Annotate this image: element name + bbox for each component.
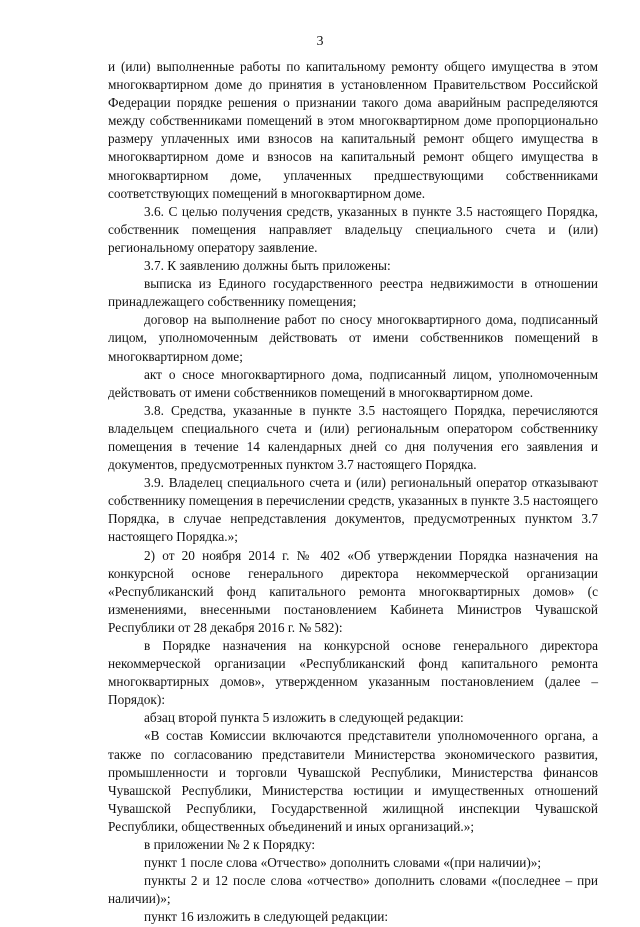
page-number: 3: [316, 34, 324, 49]
paragraph-commission: «В состав Комиссии включаются представители уполномоченного органа, а также по согласованию представители Министерства экономического развития, промышленности и торговли Чувашской Республики, Министерства финансов Чувашской Республики, Министерства юстиции и имущественных отношений Чувашской Республики, Государственной жилищной инспекции Чувашской Республики, общественных объединений и иных организаций.»;: [108, 728, 598, 834]
paragraph-points-2-12: пункты 2 и 12 после слова «отчество» дополнить словами «(последнее – при наличии)»;: [108, 873, 598, 907]
paragraph-appendix-2: в приложении № 2 к Порядку:: [144, 837, 316, 853]
paragraph-list-act: акт о сносе многоквартирного дома, подписанный лицом, уполномоченным действовать от имени собственников помещений в многоквартирном доме.: [108, 366, 598, 400]
paragraph-3-6: 3.6. С целью получения средств, указанных в пункте 3.5 настоящего Порядка, собственник помещения направляет владельцу специального счета и (или) региональному оператору заявление.: [108, 203, 598, 255]
document-body: [108, 58, 598, 927]
paragraph-point-16: пункт 16 изложить в следующей редакции:: [144, 909, 389, 925]
paragraph-continuation: и (или) выполненные работы по капитальному ремонту общего имущества в этом многоквартирном доме до принятия в установленном Правительством Российской Федерации порядке решения о признании такого дома аварийным распределяются между собственниками помещений в этом многоквартирном доме пропорционально размеру уплаченных ими взносов на капитальный ремонт общего имущества в многоквартирном доме и взносов на капитальный ремонт общего имущества в многоквартирном доме, уплаченных предшествующими собственниками соответствующих помещений в многоквартирном доме.: [108, 59, 598, 201]
paragraph-list-contract: договор на выполнение работ по сносу многоквартирного дома, подписанный лицом, уполномоченным действовать от имени собственников помещений в многоквартирном доме;: [108, 312, 598, 364]
paragraph-point-1: пункт 1 после слова «Отчество» дополнить словами «(при наличии)»;: [144, 855, 542, 871]
paragraph-3-8: 3.8. Средства, указанные в пункте 3.5 настоящего Порядка, перечисляются владельцем специального счета и (или) региональным оператором собственнику помещения в течение 14 календарных дней со дня получения его заявления и документов, предусмотренных пунктом 3.7 настоящего Порядка.: [108, 402, 598, 473]
paragraph-item-2: 2) от 20 ноября 2014 г. № 402 «Об утверждении Порядка назначения на конкурсной основе генерального директора некоммерческой организации «Республиканский фонд капитального ремонта многоквартирных домов» (с изменениями, внесенными постановлением Кабинета Министров Чувашской Республики от 28 декабря 2016 г. № 582):: [108, 547, 598, 635]
paragraph-procedure: в Порядке назначения на конкурсной основе генерального директора некоммерческой организации «Республиканский фонд капитального ремонта многоквартирных домов», утвержденном указанным постановлением (далее – Порядок):: [108, 638, 598, 708]
paragraph-point-5: абзац второй пункта 5 изложить в следующей редакции:: [144, 710, 464, 726]
paragraph-list-extract: выписка из Единого государственного реестра недвижимости в отношении принадлежащего собственнику помещения;: [108, 276, 598, 310]
paragraph-3-7: 3.7. К заявлению должны быть приложены:: [144, 258, 391, 274]
paragraph-3-9: 3.9. Владелец специального счета и (или) региональный оператор отказывают собственнику помещения в перечислении средств, указанных в пункте 3.5 настоящего Порядка, в случае непредставления документов, предусмотренных пунктом 3.7 настоящего Порядка.»;: [108, 475, 598, 545]
